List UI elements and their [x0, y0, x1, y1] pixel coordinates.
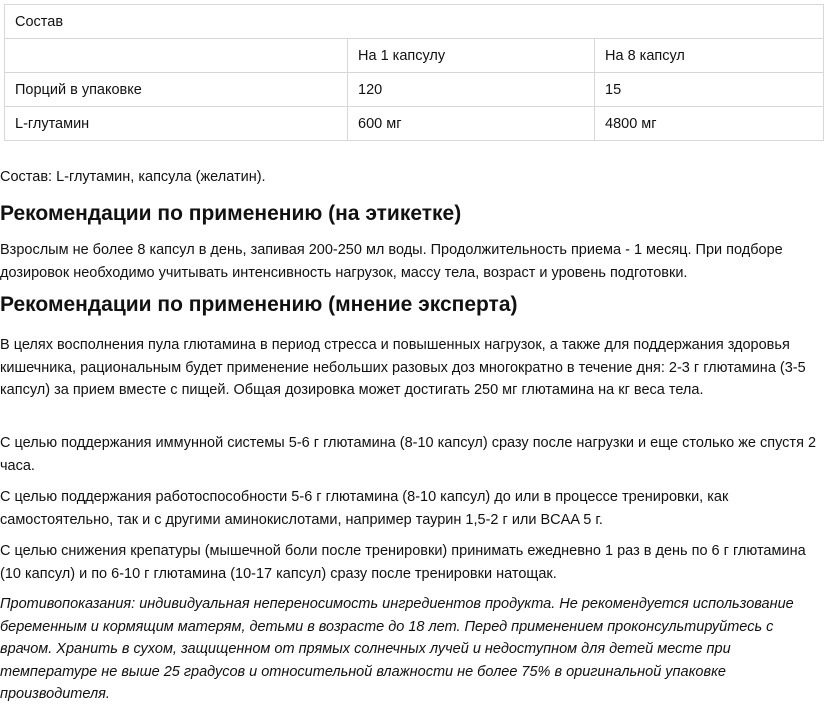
- label-recommendations-heading: Рекомендации по применению (на этикетке): [0, 202, 462, 225]
- table-title-row: [5, 5, 824, 39]
- expert-paragraph: С целью поддержания иммунной системы 5-6 г глютамина (8-10 капсул) сразу после нагрузки и еще столько же спустя 2 часа.: [0, 435, 817, 474]
- expert-paragraph: С целью снижения крепатуры (мышечной боли после тренировки) принимать ежедневно 1 раз в день по 6 г глютамина (10 капсул) и по 6-10 г глютамина (10-17 капсул) сразу после тренировки натощак.: [0, 543, 806, 582]
- label-recommendations-text: Взрослым не более 8 капсул в день, запивая 200-250 мл воды. Продолжительность приема - 1 месяц. При подборе дозировок необходимо учитывать интенсивность нагрузок, массу тела, возраст и уровень подготовки.: [0, 242, 783, 281]
- composition-table: [4, 4, 824, 141]
- table-cell: 600 мг: [348, 107, 595, 141]
- composition-text: Состав: L-глутамин, капсула (желатин).: [0, 169, 266, 185]
- expert-recommendations-heading: Рекомендации по применению (мнение эксперта): [0, 293, 518, 316]
- table-cell: Порций в упаковке: [5, 73, 348, 107]
- table-row: [5, 107, 824, 141]
- table-cell: 4800 мг: [595, 107, 824, 141]
- table-header-row: [5, 39, 824, 73]
- table-header-cell: На 1 капсулу: [348, 39, 595, 73]
- expert-paragraph: В целях восполнения пула глютамина в период стресса и повышенных нагрузок, а также для поддержания здоровья кишечника, рациональным будет применение небольших разовых доз многократно в течение дня: 2-3 г глютамина (3-5 капсул) за прием вместе с пищей. Общая дозировка может достигать 250 мг глютамина на кг веса тела.: [0, 337, 806, 399]
- contraindications-text: Противопоказания: индивидуальная непереносимость ингредиентов продукта. Не рекомендуется использование беременным и кормящим матерям, детьми в возрасте до 18 лет. Перед применением проконсультируйтесь с врачом. Хранить в сухом, защищенном от прямых солнечных лучей и недоступном для детей месте при температуре не выше 25 градусов и относительной влажности не более 75% в оригинальной упаковке производителя.: [0, 596, 794, 703]
- table-cell: 15: [595, 73, 824, 107]
- table-title: Состав: [5, 5, 824, 39]
- table-cell: 120: [348, 73, 595, 107]
- table-header-cell: На 8 капсул: [595, 39, 824, 73]
- table-cell: L-глутамин: [5, 107, 348, 141]
- table-row: [5, 73, 824, 107]
- expert-paragraph: С целью поддержания работоспособности 5-6 г глютамина (8-10 капсул) до или в процессе тренировки, как самостоятельно, так и с другими аминокислотами, например таурин 1,5-2 г или BCAA 5 г.: [0, 489, 729, 528]
- table-header-cell: [5, 39, 348, 73]
